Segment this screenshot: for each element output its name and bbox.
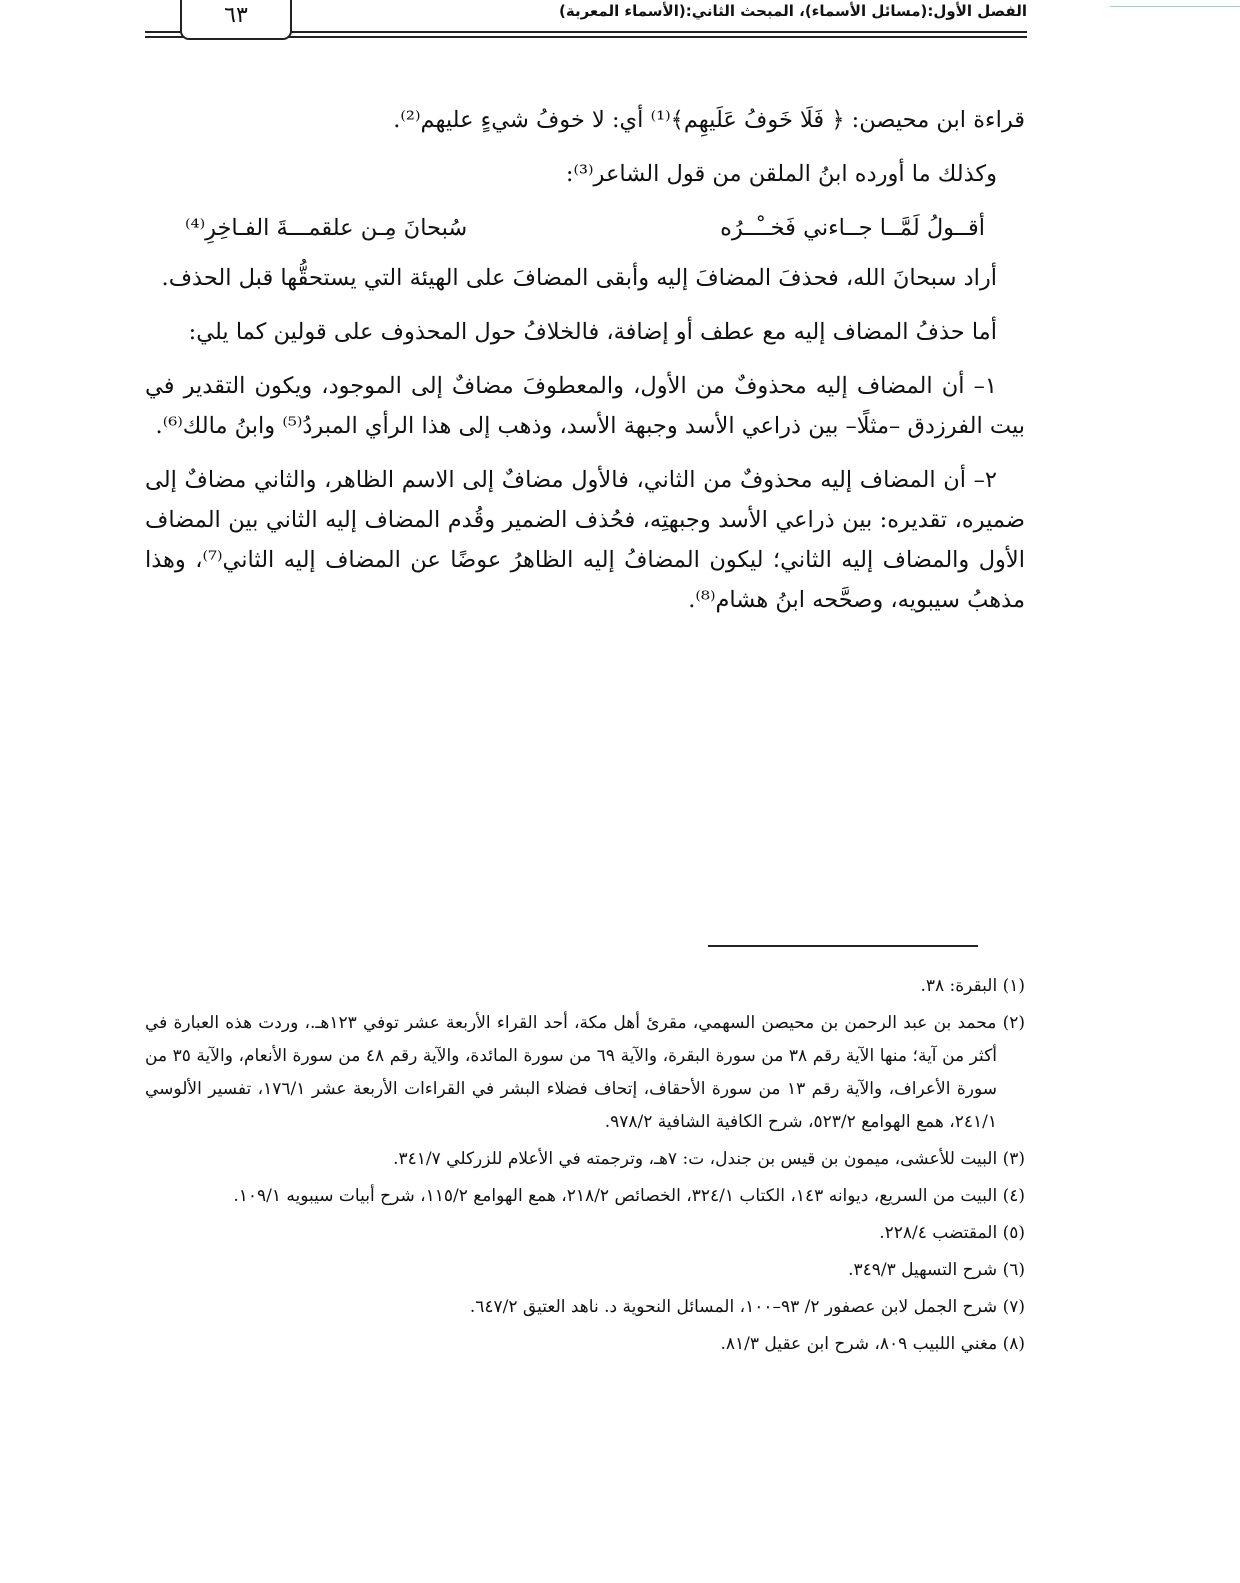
paragraph-4: أما حذفُ المضاف إليه مع عطف أو إضافة، فالخلافُ حول المحذوف على قولين كما يلي: — [188, 319, 997, 345]
corner-decoration — [1110, 0, 1240, 7]
paragraph-6: ٢– أن المضاف إليه محذوفٌ من الثاني، فالأول مضافٌ إلى الاسم الظاهر، والثاني مضافٌ إلى ضميره، تقديره: بين ذراعي الأسد وجبهتِه، فحُذف الضمير وقُدم المضاف إليه الثاني بين المضاف الأول والمضاف إليه الثاني؛ ليكون المضافُ إليه الظاهرُ عوضًا عن المضاف إليه الثاني⁽⁷⁾، وهذا مذهبُ سيبويه، وصحَّحه ابنُ هشام⁽⁸⁾. — [145, 467, 1025, 613]
footnote-6: (٦) شرح التسهيل ٣٤٩/٣. — [848, 1260, 1025, 1280]
verse-first-hemistich: أقــولُ لَمَّــا جــاءني فَخــْــرُه — [720, 215, 985, 241]
page-header — [145, 0, 1027, 42]
footnote-1: (١) البقرة: ٣٨. — [920, 976, 1025, 996]
footnote-3: (٣) البيت للأعشى، ميمون بن قيس بن جندل، ت: ٧هـ، وترجمته في الأعلام للزركلي ٣٤١/٧. — [393, 1149, 1025, 1169]
main-text — [145, 100, 1025, 634]
footnotes — [145, 970, 1025, 1365]
footnote-5: (٥) المقتضب ٢٢٨/٤. — [879, 1223, 1025, 1243]
running-head: الفصل الأول:(مسائل الأسماء)، المبحث الثاني:(الأسماء المعربة) — [559, 2, 1027, 20]
poetry-verse — [185, 208, 985, 248]
verse-second-hemistich: سُبحانَ مِـن علقمـــةَ الفـاخِرِ⁽⁴⁾ — [185, 215, 468, 241]
footnote-4: (٤) البيت من السريع، ديوانه ١٤٣، الكتاب ٣٢٤/١، الخصائص ٢١٨/٢، همع الهوامع ١١٥/٢، شرح أبيات سيبويه ١٠٩/١. — [233, 1186, 1025, 1206]
paragraph-2: وكذلك ما أورده ابنُ الملقن من قول الشاعر⁽³⁾: — [565, 161, 997, 187]
footnote-2: (٢) محمد بن عبد الرحمن بن محيصن السهمي، مقرئ أهل مكة، أحد القراء الأربعة عشر توفي ١٢٣هـ.، وردت هذه العبارة في أكثر من آية؛ منها الآية رقم ٣٨ من سورة البقرة، والآية ٦٩ من سورة المائدة، والآية رقم ٤٨ من سورة الأنعام، والآية ٣٥ من سورة الأعراف، والآية رقم ١٣ من سورة الأحقاف، إتحاف فضلاء البشر في القراءات الأربعة عشر ١٧٦/١، تفسير الألوسي ٢٤١/١، همع الهوامع ٥٢٣/٢، شرح الكافية الشافية ٩٧٨/٢. — [145, 1013, 1025, 1132]
page-number: ٦٣ — [180, 0, 292, 40]
footnote-separator — [708, 945, 978, 947]
paragraph-5: ١– أن المضاف إليه محذوفٌ من الأول، والمعطوفَ مضافٌ إلى الموجود، ويكون التقدير في بيت الفرزدق –مثلًا– بين ذراعي الأسد وجبهة الأسد، وذهب إلى هذا الرأي المبردُ⁽⁵⁾ وابنُ مالك⁽⁶⁾. — [145, 373, 1025, 439]
footnote-8: (٨) مغني اللبيب ٨٠٩، شرح ابن عقيل ٨١/٣. — [720, 1334, 1025, 1354]
footnote-7: (٧) شرح الجمل لابن عصفور ٢/ ٩٣–١٠٠، المسائل النحوية د. ناهد العتيق ٦٤٧/٢. — [469, 1297, 1025, 1317]
paragraph-3: أراد سبحانَ الله، فحذفَ المضافَ إليه وأبقى المضافَ على الهيئة التي يستحقُّها قبل الحذف. — [161, 265, 997, 291]
paragraph-1: قراءة ابن محيصن: ﴿ فَلَا خَوفُ عَلَيهِم﴾⁽¹⁾ أي: لا خوفُ شيءٍ عليهم⁽²⁾. — [393, 107, 1025, 133]
